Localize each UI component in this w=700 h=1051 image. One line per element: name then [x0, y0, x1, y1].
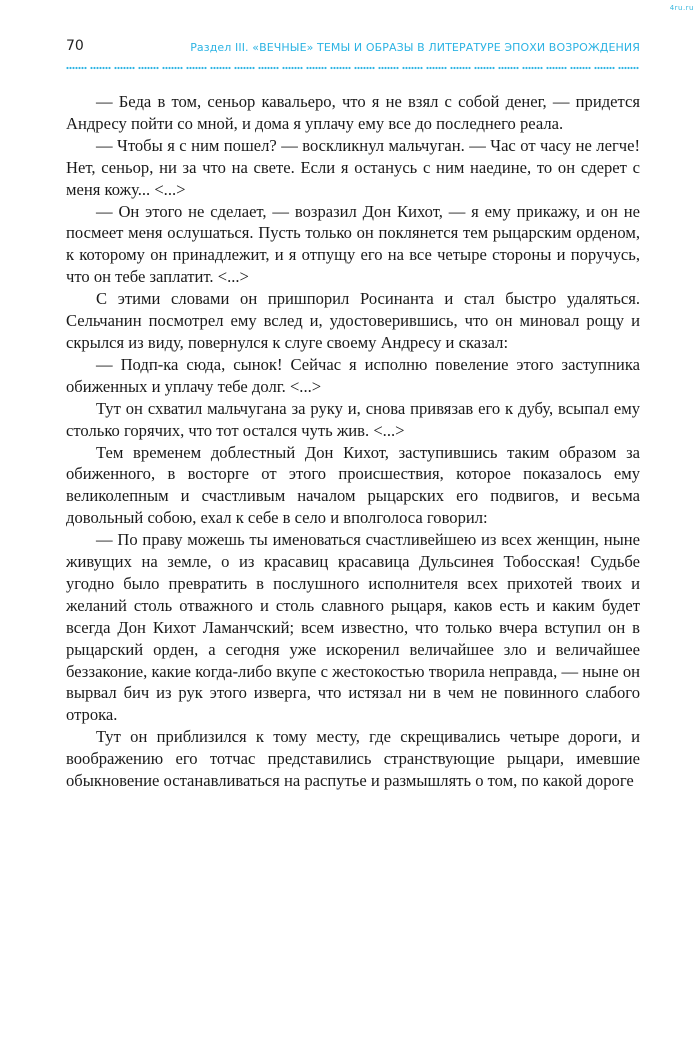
divider-dot	[537, 67, 539, 69]
divider-dot	[609, 67, 611, 69]
divider-dot	[234, 67, 236, 69]
divider-dot	[453, 67, 455, 69]
divider-dot	[81, 67, 83, 69]
page-number: 70	[66, 38, 84, 54]
divider-dot	[99, 67, 101, 69]
divider-dot	[378, 67, 380, 69]
divider-dot	[381, 67, 383, 69]
divider-dot	[198, 67, 200, 69]
divider-dot	[84, 67, 86, 69]
divider-dot	[273, 67, 275, 69]
divider-dot	[300, 67, 302, 69]
divider-dot	[588, 67, 590, 69]
divider-dot	[117, 67, 119, 69]
divider-dot	[624, 67, 626, 69]
divider-dot	[105, 67, 107, 69]
divider-dot	[174, 67, 176, 69]
divider-dot	[531, 67, 533, 69]
divider-dot	[582, 67, 584, 69]
divider-dot	[408, 67, 410, 69]
divider-dot	[603, 67, 605, 69]
divider-dot	[144, 67, 146, 69]
divider-dot	[561, 67, 563, 69]
header-divider	[66, 66, 640, 70]
divider-dot	[525, 67, 527, 69]
divider-dot	[621, 67, 623, 69]
divider-dot	[414, 67, 416, 69]
divider-dot	[333, 67, 335, 69]
divider-dot	[405, 67, 407, 69]
divider-dot	[534, 67, 536, 69]
divider-dot	[480, 67, 482, 69]
divider-dot	[579, 67, 581, 69]
divider-dot	[75, 67, 77, 69]
divider-dot	[462, 67, 464, 69]
divider-dot	[345, 67, 347, 69]
divider-dot	[516, 67, 518, 69]
divider-dot	[339, 67, 341, 69]
divider-dot	[483, 67, 485, 69]
divider-dot	[585, 67, 587, 69]
divider-dot	[282, 67, 284, 69]
divider-dot	[435, 67, 437, 69]
page-header	[66, 38, 640, 60]
divider-dot	[78, 67, 80, 69]
divider-dot	[612, 67, 614, 69]
divider-dot	[465, 67, 467, 69]
paragraph: — Подп-ка сюда, сынок! Сейчас я исполню повеление этого заступника обиженных и уплачу тебе долг. <...>	[66, 354, 640, 396]
paragraph: Тут он схватил мальчугана за руку и, снова привязав его к дубу, всыпал ему столько горячих, что тот остался чуть жив. <...>	[66, 398, 640, 440]
divider-dot	[600, 67, 602, 69]
divider-dot	[384, 67, 386, 69]
divider-dot	[489, 67, 491, 69]
divider-dot	[276, 67, 278, 69]
divider-dot	[264, 67, 266, 69]
divider-dot	[195, 67, 197, 69]
divider-dot	[477, 67, 479, 69]
divider-dot	[636, 67, 638, 69]
divider-dot	[369, 67, 371, 69]
paragraph: — Чтобы я с ним пошел? — воскликнул мальчуган. — Час от часу не легче! Нет, сеньор, ни за что на свете. Если я останусь с ним наедине, то он сдерет с меня кожу... <...>	[66, 135, 640, 199]
divider-dot	[90, 67, 92, 69]
divider-dot	[132, 67, 134, 69]
divider-dot	[513, 67, 515, 69]
paragraph: Тут он приблизился к тому месту, где скрещивались четыре дороги, и воображению его тотчас представились странствующие рыцари, имевшие обыкновение останавливаться на распутье и размышлять о том, по какой дороге	[66, 727, 640, 791]
divider-dot	[108, 67, 110, 69]
divider-dot	[237, 67, 239, 69]
divider-dot	[573, 67, 575, 69]
divider-dot	[102, 67, 104, 69]
divider-dot	[627, 67, 629, 69]
divider-dot	[156, 67, 158, 69]
divider-dot	[594, 67, 596, 69]
divider-dot	[315, 67, 317, 69]
divider-dot	[444, 67, 446, 69]
divider-dot	[336, 67, 338, 69]
divider-dot	[165, 67, 167, 69]
divider-dot	[324, 67, 326, 69]
divider-dot	[285, 67, 287, 69]
divider-dot	[294, 67, 296, 69]
divider-dot	[390, 67, 392, 69]
divider-dot	[222, 67, 224, 69]
divider-dot	[270, 67, 272, 69]
divider-dot	[186, 67, 188, 69]
divider-dot	[210, 67, 212, 69]
divider-dot	[552, 67, 554, 69]
divider-dot	[396, 67, 398, 69]
divider-dot	[432, 67, 434, 69]
divider-dot	[213, 67, 215, 69]
divider-dot	[228, 67, 230, 69]
divider-dot	[66, 67, 68, 69]
divider-dot	[219, 67, 221, 69]
divider-dot	[546, 67, 548, 69]
divider-dot	[393, 67, 395, 69]
divider-dot	[150, 67, 152, 69]
divider-dot	[441, 67, 443, 69]
divider-dot	[417, 67, 419, 69]
divider-dot	[192, 67, 194, 69]
divider-dot	[258, 67, 260, 69]
divider-dot	[528, 67, 530, 69]
divider-dot	[468, 67, 470, 69]
divider-dot	[348, 67, 350, 69]
divider-dot	[96, 67, 98, 69]
corner-watermark: 4ru.ru	[669, 4, 694, 12]
divider-dot	[618, 67, 620, 69]
paragraph: — Он этого не сделает, — возразил Дон Кихот, — я ему прикажу, и он не посмеет меня ослушаться. Пусть только он поклянется тем рыцарским орденом, к которому он принадлежит, и я отпущу его на все четыре стороны и поручусь, что он тебе заплатит. <...>	[66, 201, 640, 287]
paragraph: — Беда в том, сеньор кавальеро, что я не взял с собой денег, — придется Андресу пойти со мной, и дома я уплачу ему все до последнего реала.	[66, 92, 640, 133]
divider-dot	[504, 67, 506, 69]
divider-dot	[426, 67, 428, 69]
divider-dot	[510, 67, 512, 69]
divider-dot	[366, 67, 368, 69]
divider-dot	[249, 67, 251, 69]
divider-dot	[141, 67, 143, 69]
divider-dot	[240, 67, 242, 69]
divider-dot	[204, 67, 206, 69]
divider-dot	[570, 67, 572, 69]
divider-dot	[309, 67, 311, 69]
divider-dot	[129, 67, 131, 69]
divider-dot	[123, 67, 125, 69]
paragraph: С этими словами он пришпорил Росинанта и стал быстро удаляться. Сельчанин посмотрел ему вслед и, удостоверившись, что он миновал рощу и скрылся из виду, повернулся к слуге своему Андресу и сказал:	[66, 289, 640, 352]
divider-dot	[501, 67, 503, 69]
divider-dot	[261, 67, 263, 69]
divider-dot	[201, 67, 203, 69]
divider-dot	[252, 67, 254, 69]
divider-dot	[72, 67, 74, 69]
divider-dot	[354, 67, 356, 69]
divider-dot	[633, 67, 635, 69]
divider-dot	[177, 67, 179, 69]
divider-dot	[360, 67, 362, 69]
divider-dot	[549, 67, 551, 69]
divider-dot	[246, 67, 248, 69]
divider-dot	[564, 67, 566, 69]
divider-dot	[168, 67, 170, 69]
divider-dot	[216, 67, 218, 69]
divider-dot	[606, 67, 608, 69]
divider-dot	[330, 67, 332, 69]
divider-dot	[492, 67, 494, 69]
body-text	[66, 91, 640, 792]
divider-dot	[387, 67, 389, 69]
divider-dot	[420, 67, 422, 69]
divider-dot	[171, 67, 173, 69]
divider-dot	[459, 67, 461, 69]
divider-dot	[180, 67, 182, 69]
divider-dot	[372, 67, 374, 69]
divider-dot	[630, 67, 632, 69]
divider-dot	[498, 67, 500, 69]
divider-dot	[318, 67, 320, 69]
divider-dot	[312, 67, 314, 69]
divider-dot	[306, 67, 308, 69]
divider-dot	[597, 67, 599, 69]
running-title: Раздел III. «ВЕЧНЫЕ» ТЕМЫ И ОБРАЗЫ В ЛИТЕРАТУРЕ ЭПОХИ ВОЗРОЖДЕНИЯ	[190, 41, 640, 54]
divider-dot	[411, 67, 413, 69]
divider-dot	[138, 67, 140, 69]
paragraph: Тем временем доблестный Дон Кихот, заступившись таким образом за обиженного, в восторге от этого происшествия, которое показалось ему великолепным и счастливым началом рыцарских его подвигов, и весьма довольный собою, ехал к себе в село и вполголоса говорил:	[66, 442, 640, 528]
divider-dot	[438, 67, 440, 69]
divider-dot	[297, 67, 299, 69]
divider-dot	[555, 67, 557, 69]
divider-dot	[576, 67, 578, 69]
divider-dot	[291, 67, 293, 69]
divider-dot	[402, 67, 404, 69]
divider-dot	[357, 67, 359, 69]
divider-dot	[558, 67, 560, 69]
divider-dot	[450, 67, 452, 69]
divider-dot	[363, 67, 365, 69]
divider-dot	[474, 67, 476, 69]
divider-dot	[120, 67, 122, 69]
divider-dot	[342, 67, 344, 69]
divider-dot	[507, 67, 509, 69]
divider-dot	[321, 67, 323, 69]
divider-dot	[288, 67, 290, 69]
divider-dot	[147, 67, 149, 69]
divider-dot	[486, 67, 488, 69]
divider-dot	[540, 67, 542, 69]
divider-dot	[162, 67, 164, 69]
divider-dot	[126, 67, 128, 69]
divider-dot	[225, 67, 227, 69]
divider-dot	[456, 67, 458, 69]
divider-dot	[153, 67, 155, 69]
divider-dot	[429, 67, 431, 69]
divider-dot	[267, 67, 269, 69]
divider-dot	[243, 67, 245, 69]
paragraph: — По праву можешь ты именоваться счастливейшею из всех женщин, ныне живущих на земле, о из красавиц красавица Дульсинея Тобосская! Судьбе угодно было превратить в послушного исполнителя всех прихотей твоих и желаний столь отважного и столь славного рыцаря, каков есть и каким будет всегда Дон Кихот Ламанчский; всем известно, что только вчера вступил он в рыцарский орден, а сегодня уже искоренил величайшее зло и величайшее беззаконие, какие когда-либо вкупе с жестокостью творила неправда, — ныне он вырвал бич из рук этого изверга, что истязал ни в чем не повинного слабого отрока.	[66, 530, 640, 725]
divider-dot	[522, 67, 524, 69]
divider-dot	[69, 67, 71, 69]
divider-dot	[114, 67, 116, 69]
divider-dot	[93, 67, 95, 69]
divider-dot	[189, 67, 191, 69]
